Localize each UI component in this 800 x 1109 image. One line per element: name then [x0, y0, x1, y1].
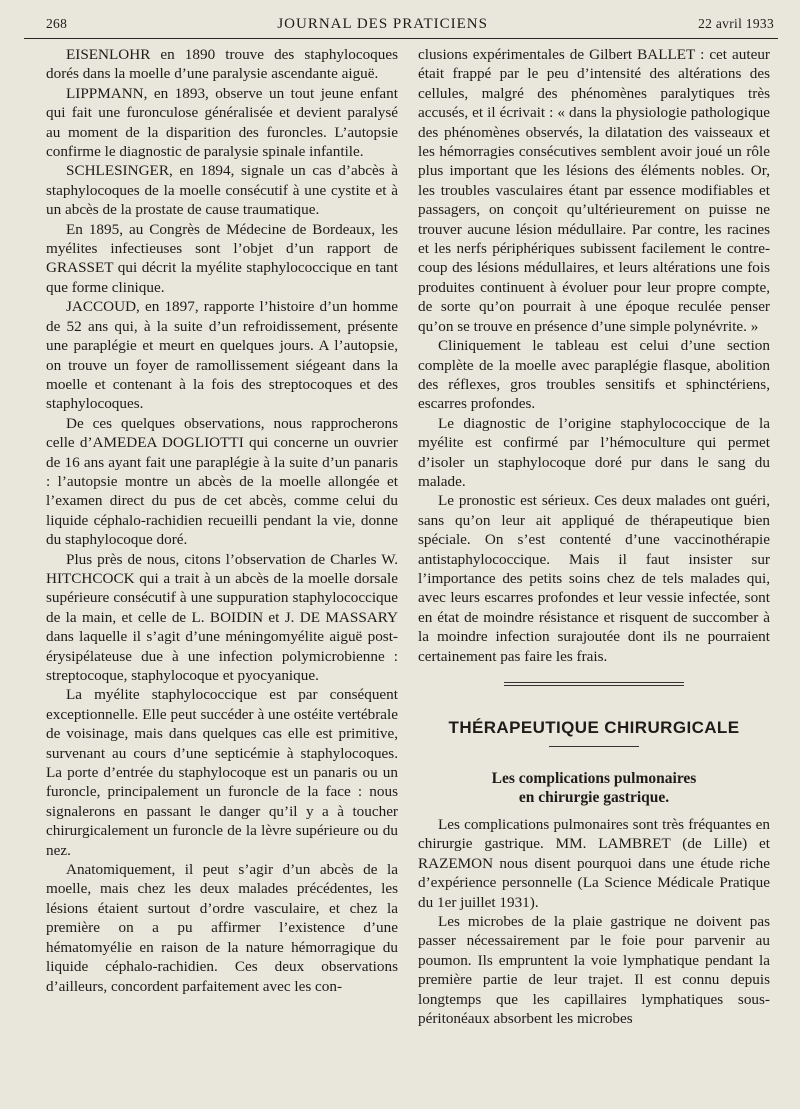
- section-title: THÉRAPEUTIQUE CHIRURGICALE: [448, 718, 740, 737]
- paragraph: En 1895, au Congrès de Médecine de Bordeaux, les myélites infectieuses sont l’objet d’un rapport de GRASSET qui décrit la myélite staphylococcique en tant que forme clinique.: [46, 220, 398, 296]
- paragraph-continued: clusions expérimentales de Gilbert BALLET : cet auteur était frappé par le peu d’intensité des altérations des cellules, malgré des phénomènes paralytiques très accusés, et il écrivait : « dans la physiologie pathologique des phénomènes observés, la dilatation des vaisseaux et les hémorragies consécutives semblent avoir joué un rôle plus important que les lésions des éléments nobles. Or, les troubles vasculaires étant par essence modifiables et passagers, on conçoit qu’ultérieurement on puisse ne trouver aucune lésion médullaire. Par contre, les racines et les nerfs périphériques subissent facilement le contre-coup des lésions médullaires, et leurs altérations une fois produites continuent à évoluer pour leur propre compte, de sorte qu’on pourrait à une époque reculée penser qu’on se trouve en présence d’une simple polynévrite. »: [418, 46, 770, 335]
- paragraph: De ces quelques observations, nous rapprocherons celle d’AMEDEA DOGLIOTTI qui concerne un ouvrier de 16 ans ayant fait une paraplégie à la suite d’un panaris : l’autopsie montre un abcès de la moelle allongée et l’examen direct du pus de cet abcès, comme celui du liquide céphalo-rachidien recueilli pendant la vie, donne du staphylocoque doré.: [46, 414, 398, 549]
- article-title-line: Les complications pulmonaires: [491, 770, 697, 787]
- paragraph: Anatomiquement, il peut s’agir d’un abcès de la moelle, mais chez les deux malades précédentes, les lésions étaient surtout d’ordre vasculaire, et chez la première on a pu affirmer l’existence d’une hématomyélie en raison de la nature hémorragique du liquide céphalo-rachidien. Ces deux observations d’ailleurs, concordent parfaitement avec les con-: [46, 861, 398, 995]
- paragraph: Cliniquement le tableau est celui d’une section complète de la moelle avec paraplégie flasque, abolition des réflexes, gros troubles sensitifs et sphinctériens, escarres profondes.: [418, 337, 770, 413]
- paragraph: JACCOUD, en 1897, rapporte l’histoire d’un homme de 52 ans qui, à la suite d’un refroidissement, présente une paraplégie et meurt en quelques jours. A l’autopsie, on trouve un foyer de ramollissement siégeant dans la moelle et contenant à la fois des streptocoques et des staphylocoques.: [46, 298, 398, 413]
- paragraph: Le diagnostic de l’origine staphylococcique de la myélite est confirmé par l’hémoculture qui permet d’isoler un staphylocoque doré pur dans le sang du malade.: [418, 414, 770, 490]
- article-title-line: en chirurgie gastrique.: [518, 789, 670, 806]
- paragraph: La myélite staphylococcique est par conséquent exceptionnelle. Elle peut succéder à une ostéite vertébrale de voisinage, mais dans quelques cas elle est primitive, survenant au cours d’une septicémie à staphylocoques. La porte d’entrée du staphylocoque est un panaris ou un furoncle, principalement un furoncle de la face : nous signalerons en passant le danger qu’il y a à toucher chirurgicalement un furoncle de la lèvre supérieure ou du nez.: [46, 686, 398, 859]
- paragraph: Les complications pulmonaires sont très fréquantes en chirurgie gastrique. MM. LAMBRET (de Lille) et RAZEMON nous disent pourquoi dans une étude riche d’expérience personnelle (La Science Médicale Pratique du 1er juillet 1931).: [418, 816, 770, 911]
- section-rule: [549, 746, 639, 747]
- paragraph: EISENLOHR en 1890 trouve des staphylocoques dorés dans la moelle d’une paralysie ascendante aiguë.: [46, 46, 398, 83]
- page-number: 268: [46, 16, 68, 31]
- left-column: [46, 45, 398, 1028]
- journal-title: JOURNAL DES PRATICIENS: [277, 16, 488, 32]
- paragraph: Le pronostic est sérieux. Ces deux malades ont guéri, sans qu’on leur ait appliqué de thérapeutique bien spéciale. On s’est contenté d’une vaccinothérapie antistaphylococcique. Mais il faut insister sur l’importance des petits soins chez de tels malades qui, avec leurs escarres profondes et leur vessie infectée, sont en état de moindre résistance et risquent de succomber à la moindre infection surajoutée dont ils ne pourraient certainement pas faire les frais.: [418, 492, 770, 665]
- paragraph: LIPPMANN, en 1893, observe un tout jeune enfant qui fait une furonculose généralisée et devient paralysé au moment de la disparition des furoncles. L’autopsie confirme le diagnostic de paralysie spinale infantile.: [46, 84, 398, 161]
- running-header: [24, 10, 778, 39]
- paragraph: Plus près de nous, citons l’observation de Charles W. HITCHCOCK qui a trait à un abcès de la moelle dorsale supérieure consécutif à une suppuration staphylococcique de la main, et celle de L. BOIDIN et J. DE MASSARY dans laquelle il s’agit d’une méningomyélite aiguë post-érysipélateuse due à une infection polymicrobienne : streptocoque, staphylocoque et pyocyanique.: [46, 550, 398, 684]
- paragraph: Les microbes de la plaie gastrique ne doivent pas passer nécessairement par le foie pour parvenir au poumon. Ils empruntent la voie lymphatique pendant la première partie de leur trajet. Il est connu depuis longtemps que les capillaires lymphatiques sous-péritonéaux absorbent les microbes: [418, 913, 770, 1028]
- article-title: [418, 769, 770, 807]
- right-column: [418, 45, 770, 1028]
- text-columns: [24, 39, 778, 1028]
- issue-date: 22 avril 1933: [698, 16, 774, 31]
- section-separator: [504, 682, 684, 686]
- paragraph: SCHLESINGER, en 1894, signale un cas d’abcès à staphylocoques de la moelle consécutif à une cystite et à un abcès de la prostate de cause traumatique.: [46, 162, 398, 219]
